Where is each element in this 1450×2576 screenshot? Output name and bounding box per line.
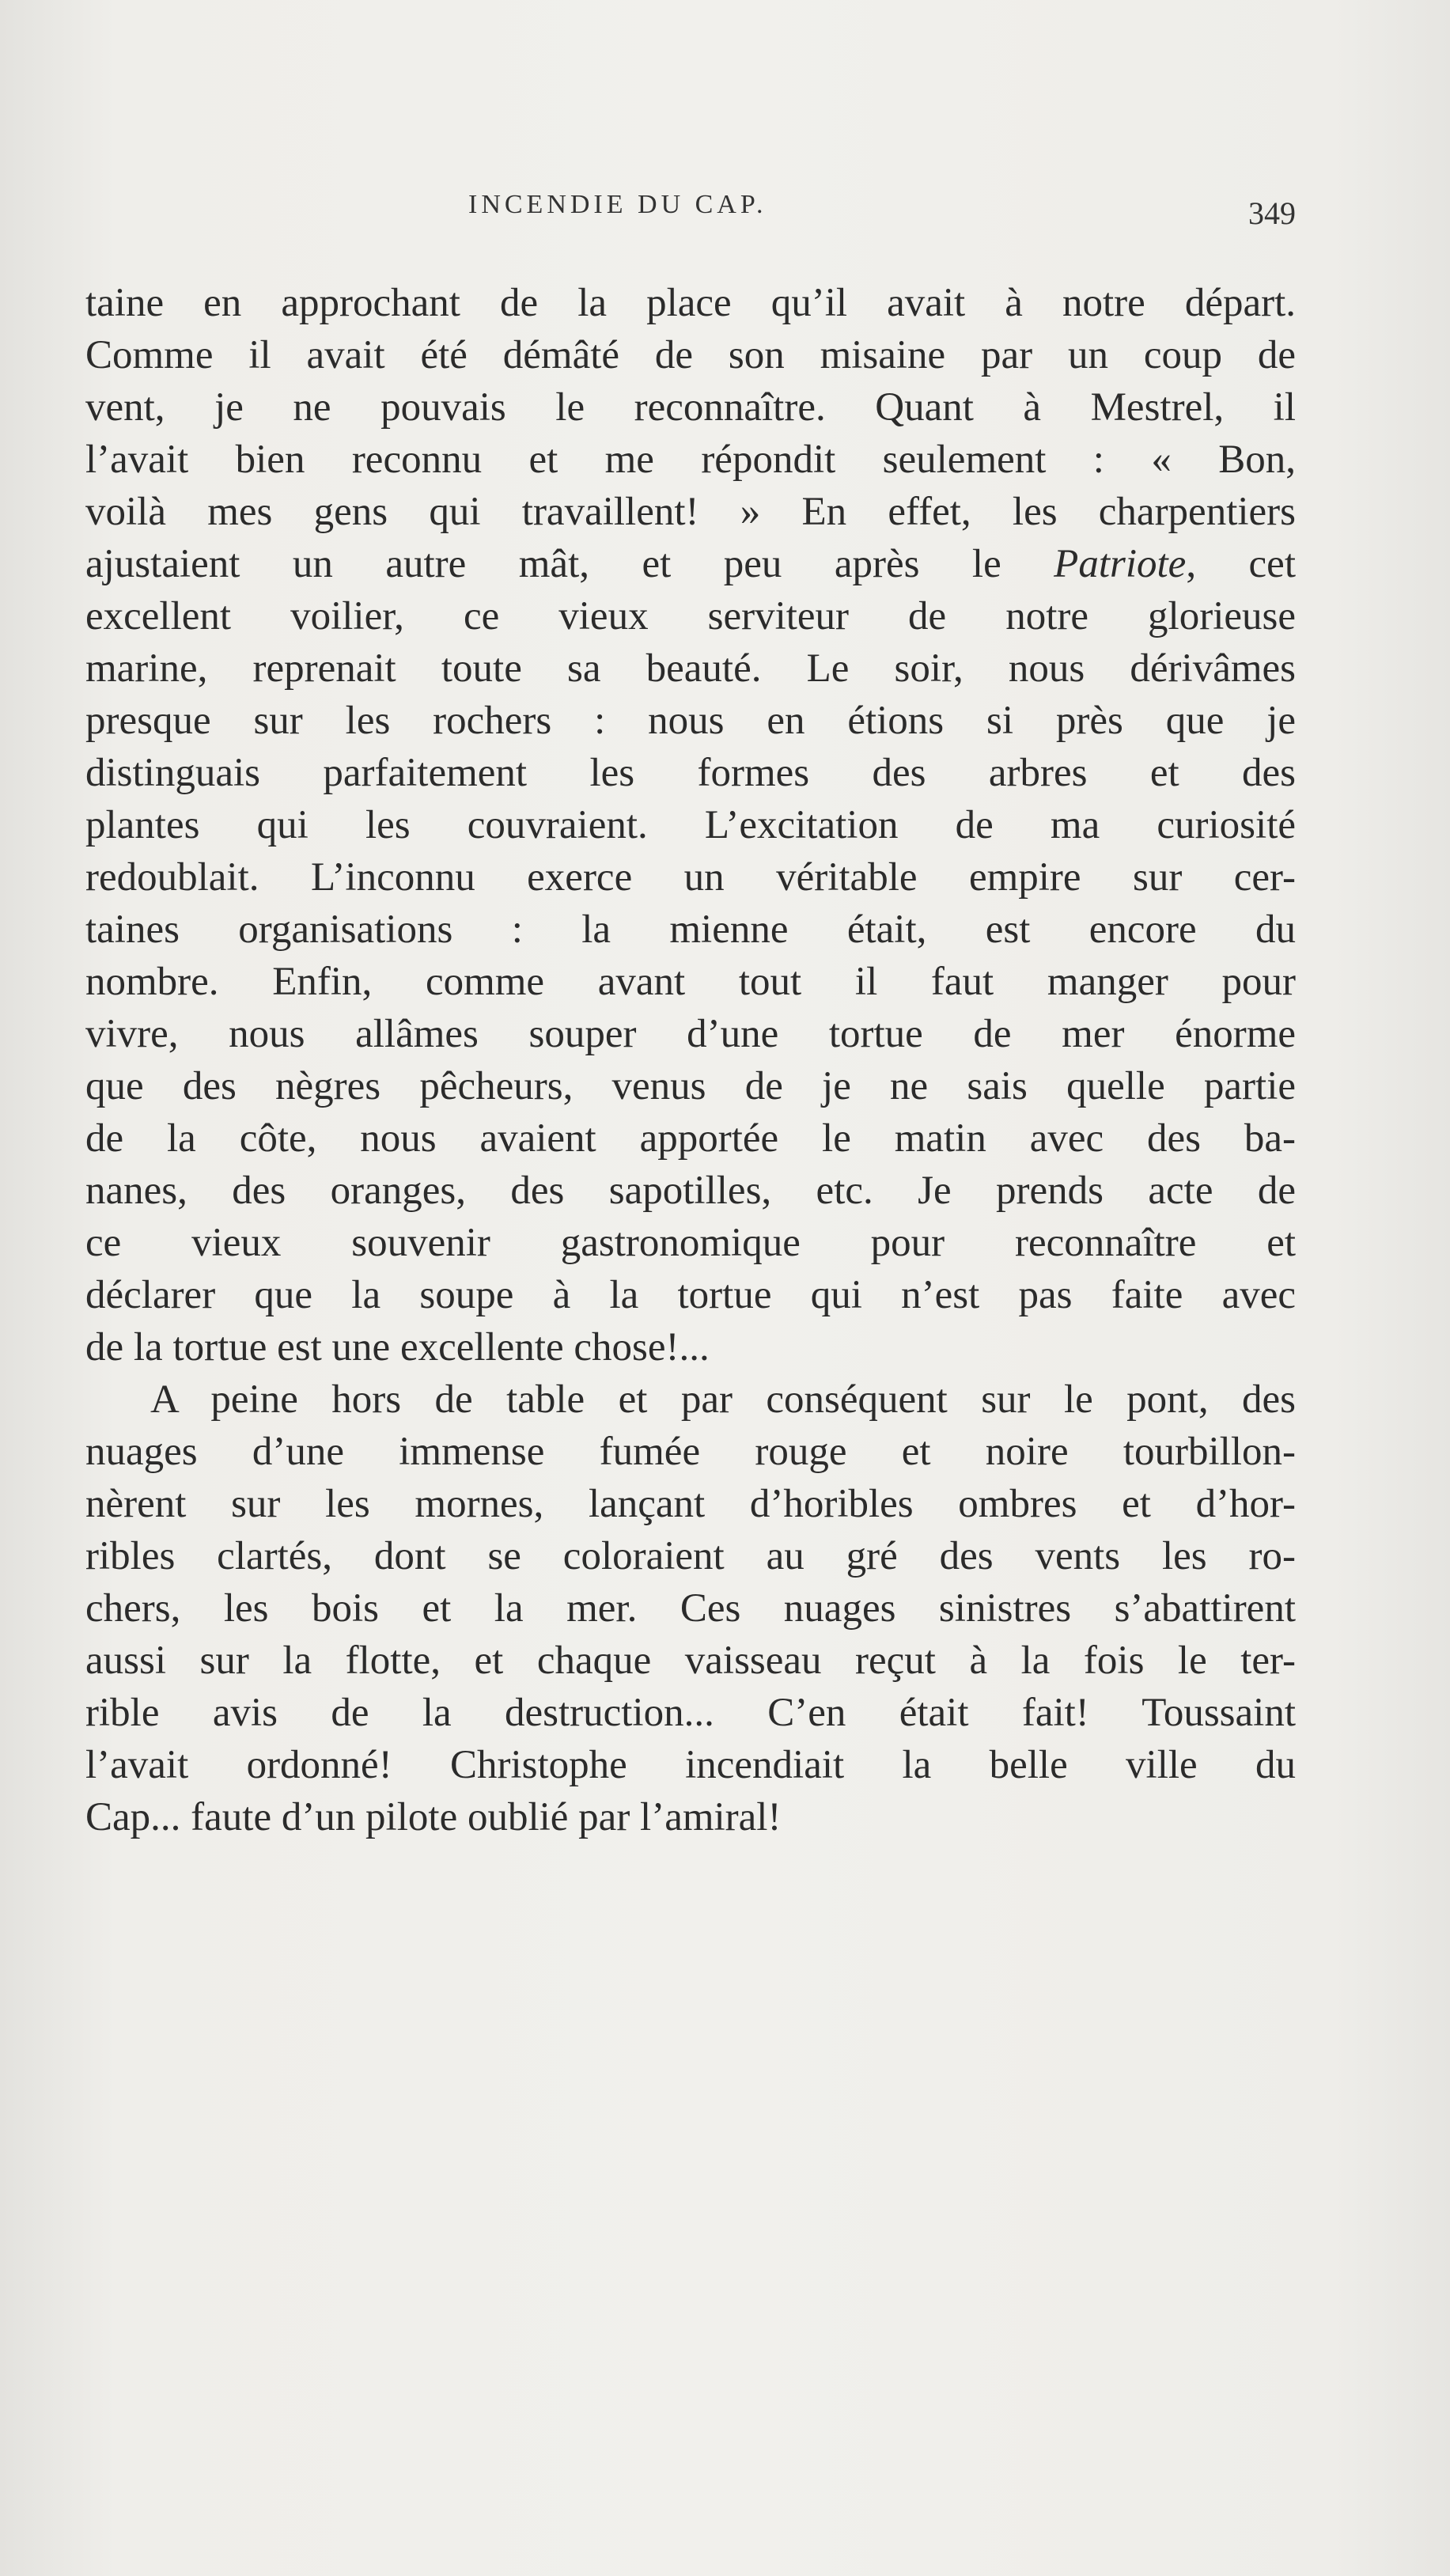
text-line: aussi sur la flotte, et chaque vaisseau reçut à la fois le ter- [85, 1638, 1296, 1683]
text-line: taines organisations : la mienne était, est encore du [85, 907, 1296, 952]
text-line: Cap... faute d’un pilote oublié par l’amiral! [85, 1795, 782, 1839]
text-line: excellent voilier, ce vieux serviteur de notre glorieuse [85, 594, 1296, 638]
text-line [85, 538, 1296, 590]
text-line: que des nègres pêcheurs, venus de je ne sais quelle partie [85, 1064, 1296, 1108]
text-line-part: , cet [1186, 542, 1296, 586]
text-line: vent, je ne pouvais le reconnaître. Quant à Mestrel, il [85, 385, 1296, 430]
paragraph-start-line: A peine hors de table et par conséquent sur le pont, des [150, 1377, 1296, 1422]
text-line: taine en approchant de la place qu’il avait à notre départ. [85, 281, 1296, 325]
text-line: marine, reprenait toute sa beauté. Le soir, nous dérivâmes [85, 646, 1296, 691]
body-text [85, 277, 1296, 1843]
text-line: l’avait ordonné! Christophe incendiait la belle ville du [85, 1743, 1296, 1787]
text-line: déclarer que la soupe à la tortue qui n’est pas faite avec [85, 1273, 1296, 1317]
text-line: nanes, des oranges, des sapotilles, etc. Je prends acte de [85, 1169, 1296, 1213]
text-line: nèrent sur les mornes, lançant d’horibles ombres et d’hor- [85, 1482, 1296, 1526]
running-head: INCENDIE DU CAP. [468, 190, 767, 219]
text-line: chers, les bois et la mer. Ces nuages sinistres s’abattirent [85, 1586, 1296, 1631]
text-line: presque sur les rochers : nous en étions si près que je [85, 699, 1296, 743]
text-line: de la côte, nous avaient apportée le matin avec des ba- [85, 1116, 1296, 1161]
text-line: vivre, nous allâmes souper d’une tortue de mer énorme [85, 1012, 1296, 1056]
text-line: nombre. Enfin, comme avant tout il faut manger pour [85, 960, 1296, 1004]
ship-name: Patriote [1054, 542, 1187, 586]
text-line: distinguais parfaitement les formes des arbres et des [85, 751, 1296, 795]
text-line: Comme il avait été démâté de son misaine par un coup de [85, 333, 1296, 377]
text-line: redoublait. L’inconnu exerce un véritable empire sur cer- [85, 855, 1296, 900]
page-number: 349 [1248, 195, 1296, 231]
text-line: plantes qui les couvraient. L’excitation de ma curiosité [85, 803, 1296, 847]
text-line: ribles clartés, dont se coloraient au gré des vents les ro- [85, 1534, 1296, 1578]
text-line: de la tortue est une excellente chose!... [85, 1325, 710, 1369]
text-line-part: ajustaient un autre mât, et peu après le [85, 542, 1054, 586]
text-line: nuages d’une immense fumée rouge et noire tourbillon- [85, 1430, 1296, 1474]
text-line: voilà mes gens qui travaillent! » En effet, les charpentiers [85, 490, 1296, 534]
text-line: ce vieux souvenir gastronomique pour reconnaître et [85, 1221, 1296, 1265]
text-line: l’avait bien reconnu et me répondit seulement : « Bon, [85, 438, 1296, 482]
text-line: rible avis de la destruction... C’en était fait! Toussaint [85, 1691, 1296, 1735]
